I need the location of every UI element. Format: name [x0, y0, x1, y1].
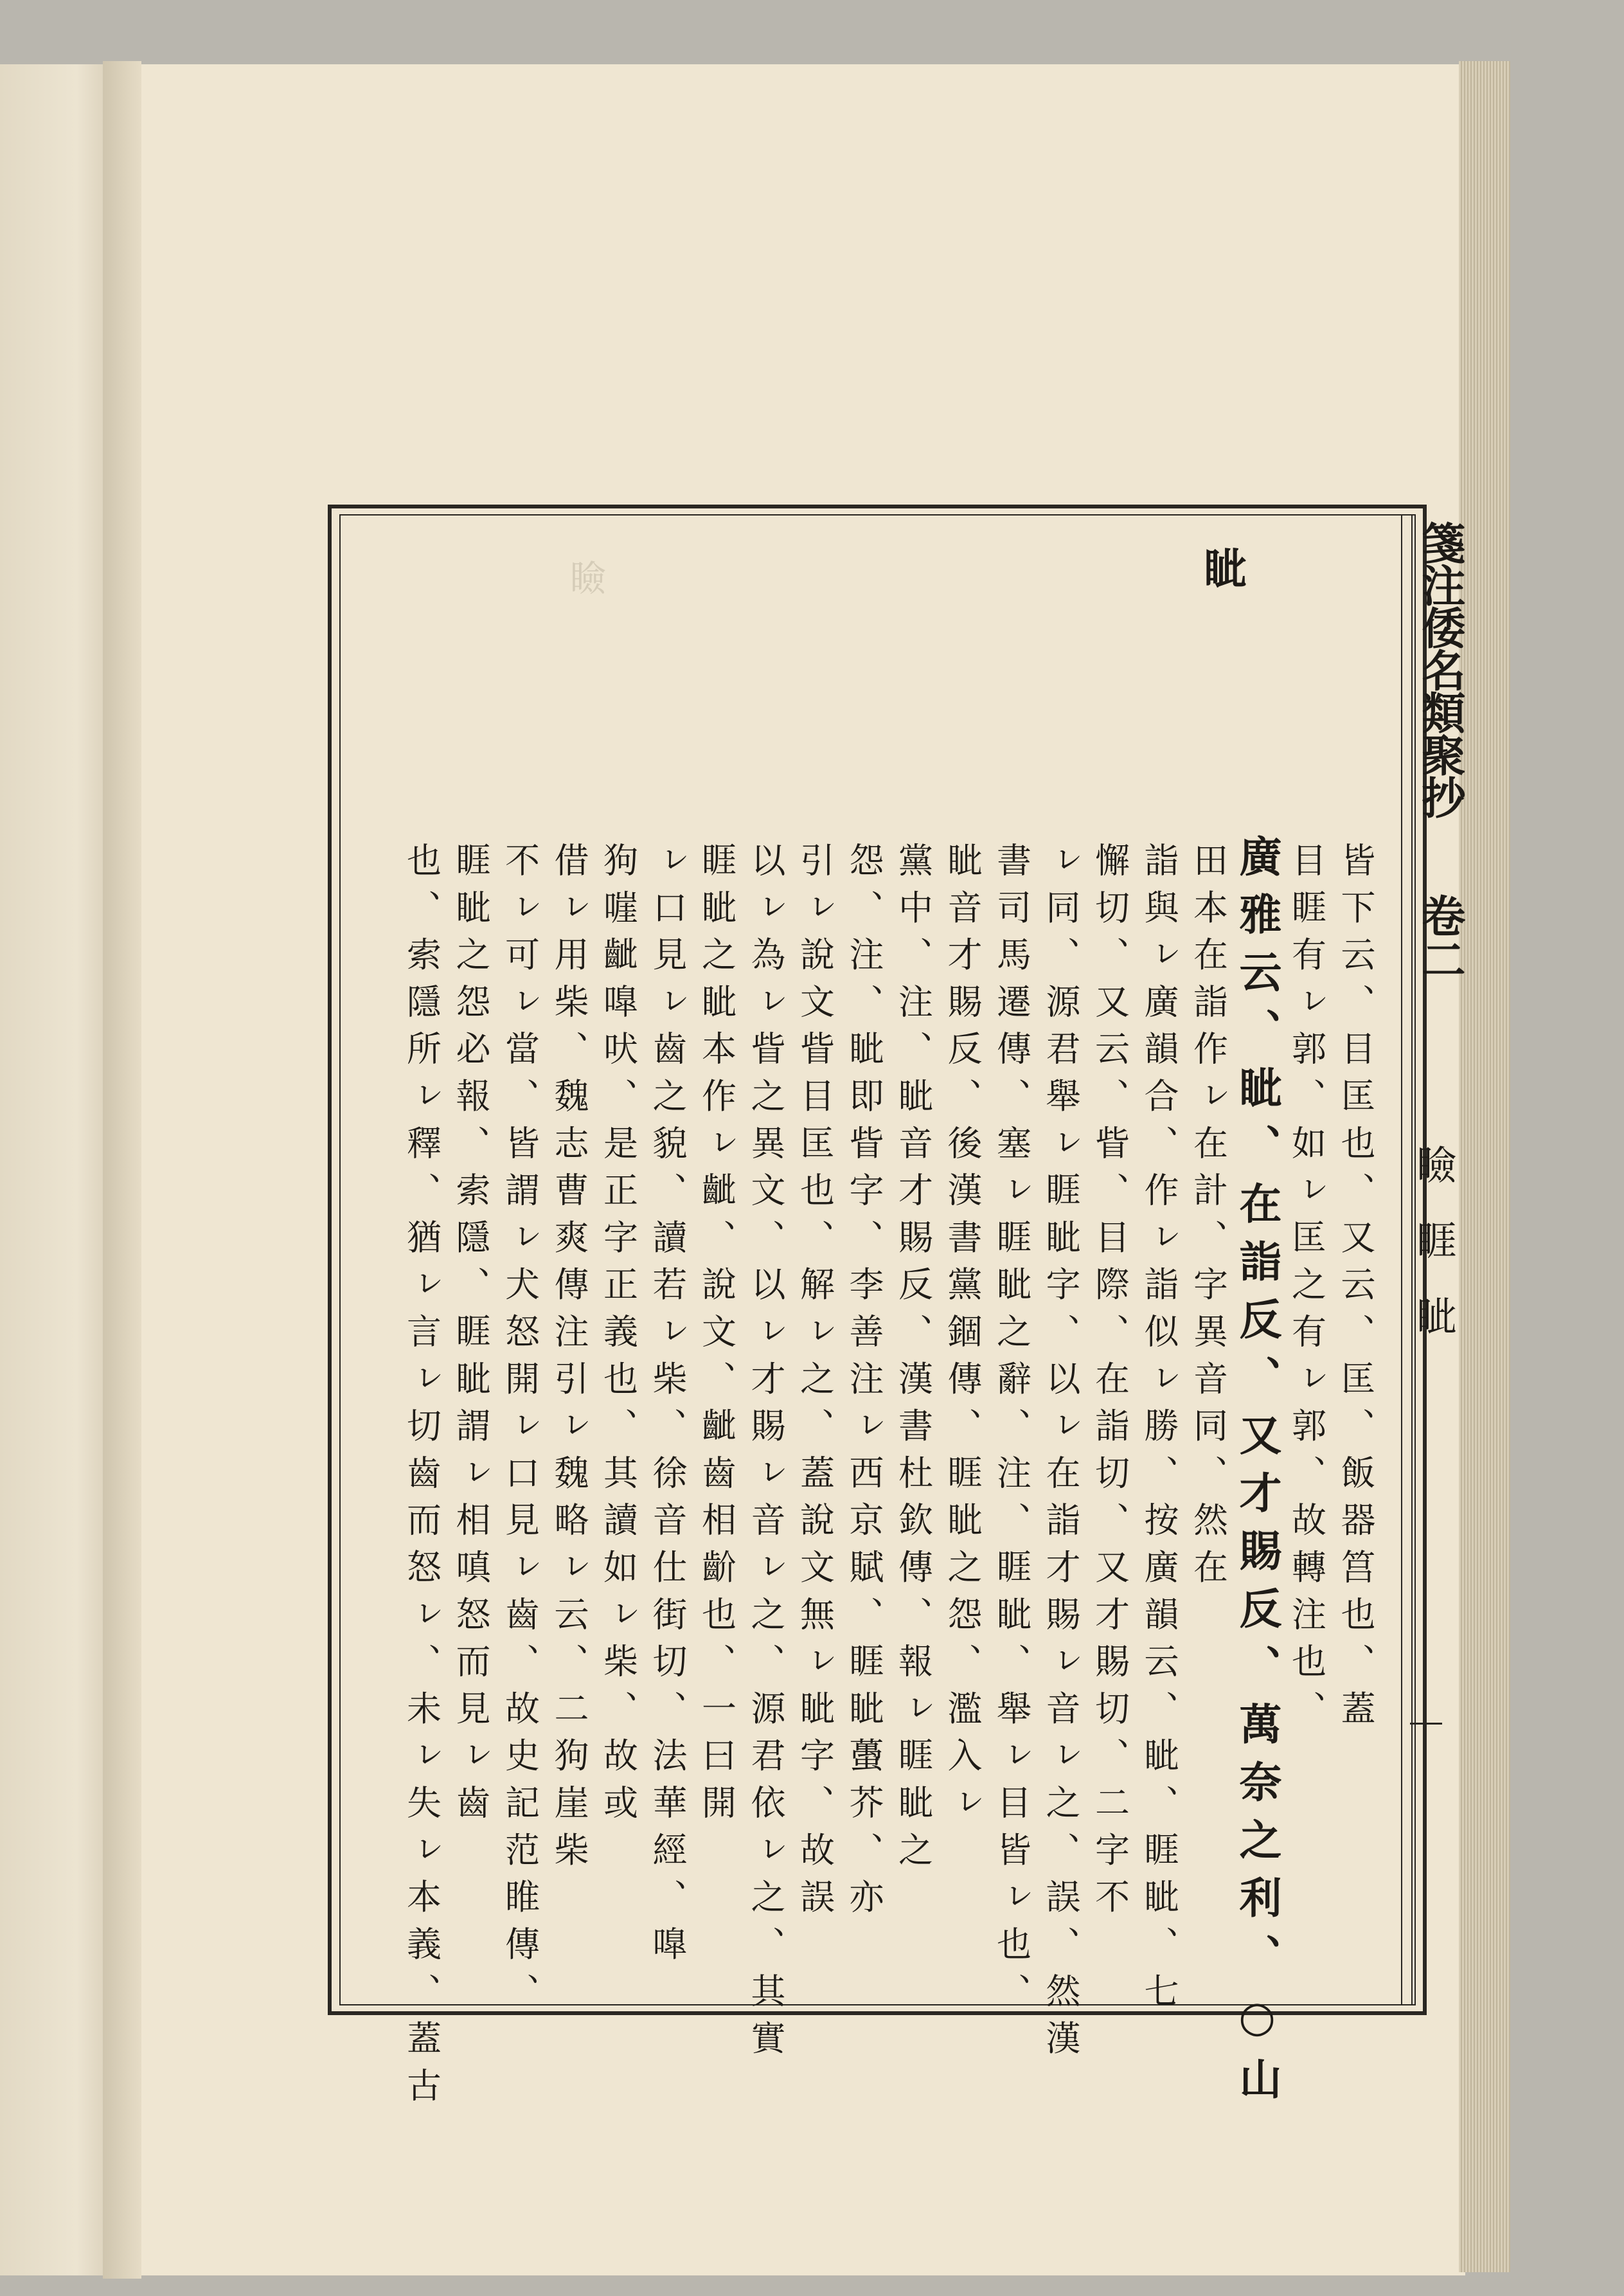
book-title: 箋注倭名類聚抄 — [1414, 521, 1466, 818]
volume-label: 卷二 — [1414, 893, 1466, 981]
text-column: 以ㇾ為ㇾ眥之異文、以ㇾ才賜ㇾ音ㇾ之、源君依ㇾ之、其實 — [745, 842, 786, 2067]
text-column: 書司馬遷傳、塞ㇾ睚眦之辭、注、睚眦、舉ㇾ目皆ㇾ也、 — [991, 842, 1032, 2020]
text-column: 詣與ㇾ廣韻合、作ㇾ詣似ㇾ勝、按廣韻云、眦、睚眦、七 — [1139, 842, 1179, 2020]
section-words: 瞼 睚 眦 — [1410, 1144, 1457, 1347]
text-column: ㇾ口見ㇾ齒之貌、讀若ㇾ柴、徐音仕街切、法華經、嘷 — [647, 842, 688, 1973]
text-column: 皆下云、目匡也、又云、匡、飯器筥也、蓋 — [1335, 842, 1376, 1737]
page-edges — [1459, 61, 1510, 2272]
text-column: 睚眦之怨必報、索隱、睚眦謂ㇾ相嗔怒而見ㇾ齒 — [451, 842, 491, 1832]
text-column: 廣雅云、眦、在詣反、又才賜反、萬奈之利、○山 — [1232, 834, 1282, 2115]
book-gutter — [103, 61, 141, 2279]
text-column: 田本在詣作ㇾ在計、字異音同、然在 — [1188, 842, 1229, 1596]
left-page — [0, 64, 109, 2275]
hanshin-rule — [1401, 514, 1402, 2005]
text-column: 狗嘊齜嘷吠、是正字正義也、其讀如ㇾ柴、故或 — [598, 842, 639, 1832]
text-column: 眦音才賜反、後漢書黨錮傳、睚眦之怨、濫入ㇾ — [942, 842, 983, 1832]
text-column: 不ㇾ可ㇾ當、皆謂ㇾ犬怒開ㇾ口見ㇾ齒、故史記范睢傳、 — [499, 842, 540, 2020]
leaf-mark — [1410, 1723, 1442, 1725]
text-column: 怨、注、眦即眥字、李善注ㇾ西京賦、睚眦蠆芥、亦 — [844, 842, 884, 1926]
text-column: 睚眦之眦本作ㇾ齜、說文、齜齒相齘也、一曰開 — [696, 842, 737, 1832]
text-column: 引ㇾ說文眥目匡也、解ㇾ之、蓋說文無ㇾ眦字、故誤 — [794, 842, 835, 1926]
text-column: ㇾ同、源君舉ㇾ睚眦字、以ㇾ在詣才賜ㇾ音ㇾ之、誤、然漢 — [1040, 842, 1081, 2067]
text-column: 懈切、又云、眥、目際、在詣切、又才賜切、二字不 — [1089, 842, 1130, 1926]
entry-heading: 眦 — [1197, 546, 1247, 589]
text-column: 借ㇾ用柴、魏志曹爽傳注引ㇾ魏略ㇾ云、二狗崖柴 — [549, 842, 589, 1879]
text-column: 也、索隱所ㇾ釋、猶ㇾ言ㇾ切齒而怒ㇾ、未ㇾ失ㇾ本義、蓋古 — [401, 842, 442, 2115]
text-column: 目睚有ㇾ郭、如ㇾ匡之有ㇾ郭、故轉注也、 — [1286, 842, 1327, 1737]
show-through-glyph: 瞼 — [564, 559, 606, 595]
text-column: 黨中、注、眦音才賜反、漢書杜欽傳、報ㇾ睚眦之 — [893, 842, 934, 1879]
